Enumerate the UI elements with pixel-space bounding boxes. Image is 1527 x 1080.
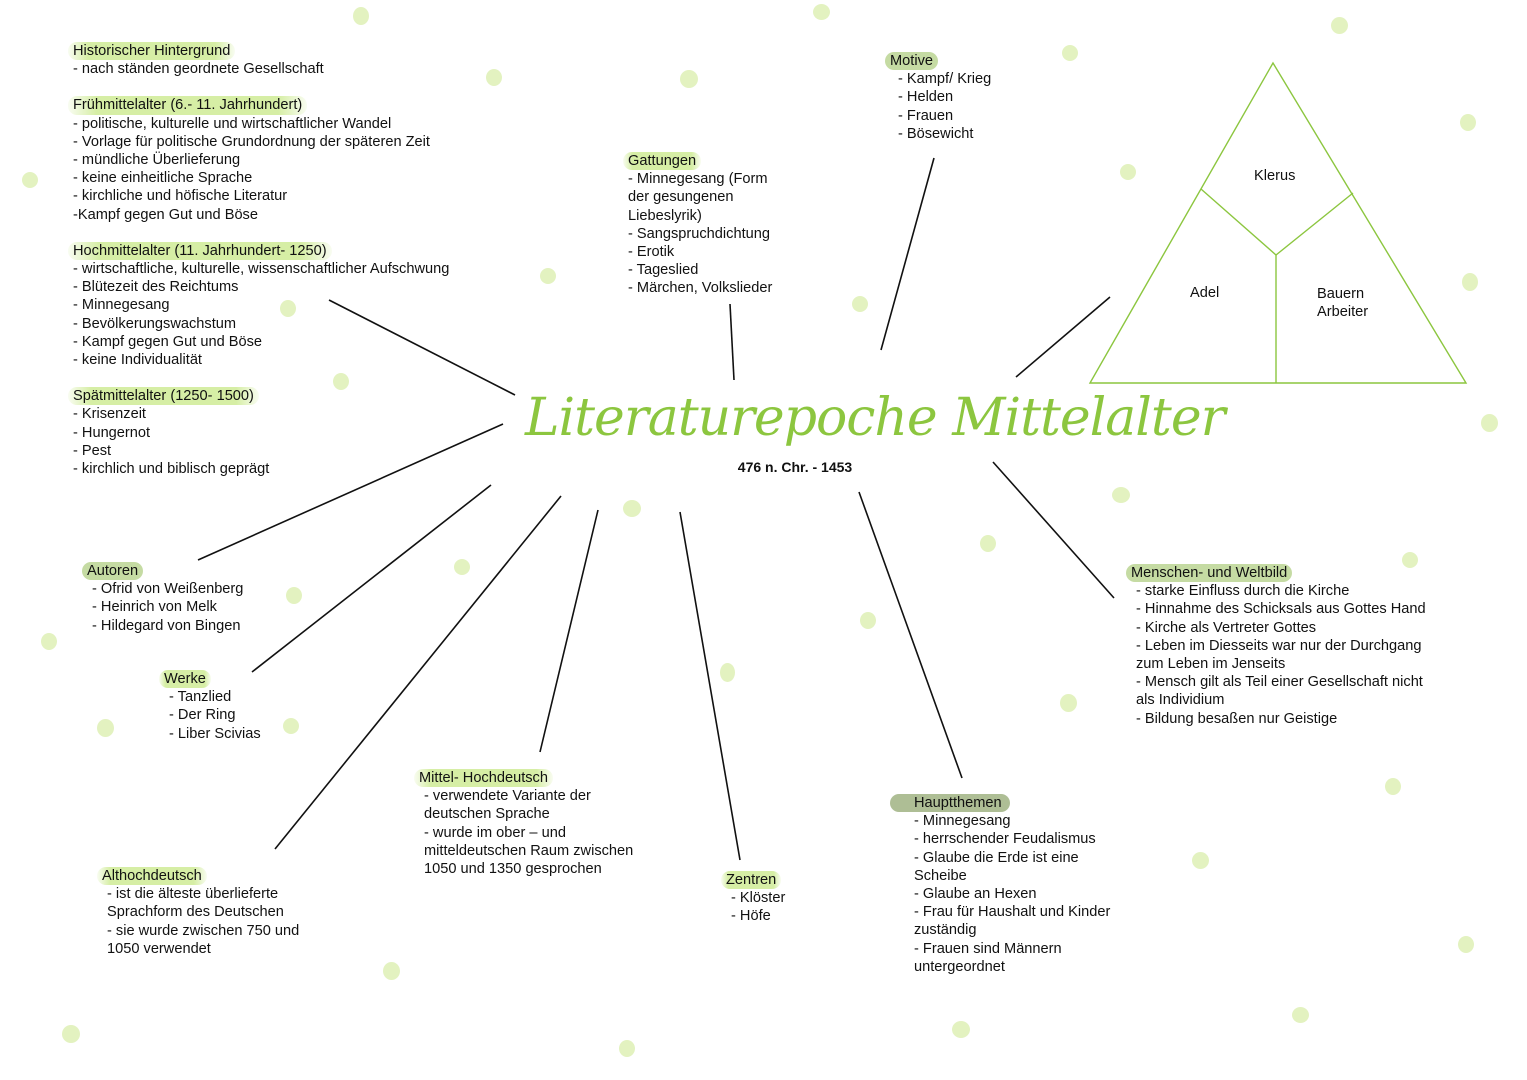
connector-zentren [680, 512, 740, 860]
list-item: - Frauen [898, 107, 954, 124]
list-item: - Glaube die Erde ist eine [914, 849, 1079, 866]
period-heading: Frühmittelalter (6.- 11. Jahrhundert) [68, 96, 307, 114]
list-item: -Kampf gegen Gut und Böse [73, 206, 258, 223]
list-item: - Erotik [628, 244, 675, 261]
page-title: Literaturepoche Mittelalter [525, 388, 1225, 448]
list-item: der gesungenen [628, 189, 734, 206]
list-item: 1050 und 1350 gesprochen [424, 861, 602, 878]
list-item: - starke Einfluss durch die Kirche [1136, 583, 1350, 600]
list-item: - Kampf/ Krieg [898, 71, 992, 88]
connector-werke [252, 485, 491, 672]
triangle-outline [1090, 63, 1466, 383]
list-item: - Kampf gegen Gut und Böse [73, 333, 263, 350]
historical-heading: Historischer Hintergrund [68, 42, 235, 60]
historical-block [68, 42, 449, 478]
list-item: - Hinnahme des Schicksals aus Gottes Hand [1136, 601, 1426, 618]
hauptthemen-block [890, 794, 1110, 976]
althochdeutsch-block [97, 867, 299, 958]
list-item: - Pest [73, 442, 112, 459]
society-bauern: Bauern [1317, 286, 1365, 302]
list-item: - herrschender Feudalismus [914, 831, 1096, 848]
list-item: - Leben im Diesseits war nur der Durchgang [1136, 637, 1422, 654]
connector-society [1016, 297, 1110, 377]
list-item: untergeordnet [914, 958, 1005, 975]
epoch-dates: 476 n. Chr. - 1453 [737, 459, 853, 475]
gattungen-heading: Gattungen [623, 152, 701, 170]
list-item: - ist die älteste überlieferte [107, 886, 279, 903]
list-item: - Krisenzeit [73, 406, 146, 423]
list-item: Sprachform des Deutschen [107, 904, 284, 921]
society-triangle [1090, 63, 1466, 383]
list-item: - Sangspruchdichtung [628, 225, 770, 242]
list-item: - Vorlage für politische Grundordnung der späteren Zeit [73, 133, 430, 150]
society-bauern-arbeiter [1317, 285, 1368, 321]
zentren-heading: Zentren [721, 871, 781, 889]
weltbild-heading: Menschen- und Weltbild [1126, 564, 1292, 582]
list-item: - Helden [898, 89, 954, 106]
list-item: - keine Individualität [73, 352, 202, 369]
list-item: Scheibe [914, 867, 967, 884]
list-item: - Minnegesang (Form [628, 171, 768, 188]
list-item: - Der Ring [169, 707, 236, 724]
list-item: - Liber Scivias [169, 725, 261, 742]
motive-block [885, 52, 991, 143]
list-item: zuständig [914, 922, 977, 939]
list-item: - Minnegesang [914, 813, 1011, 830]
motive-heading: Motive [885, 52, 938, 70]
list-item: - nach ständen geordnete Gesellschaft [73, 61, 324, 78]
period-heading: Hochmittelalter (11. Jahrhundert- 1250) [68, 242, 332, 260]
autoren-block [82, 562, 243, 635]
list-item: - Ofrid von Weißenberg [92, 581, 244, 598]
weltbild-block [1126, 564, 1426, 728]
list-item: - Mensch gilt als Teil einer Gesellschaft nicht [1136, 674, 1423, 691]
list-item: - Höfe [731, 908, 771, 925]
mittelhochdeutsch-heading: Mittel- Hochdeutsch [414, 769, 553, 787]
society-arbeiter: Arbeiter [1317, 304, 1369, 320]
list-item: - mündliche Überlieferung [73, 152, 241, 169]
list-item: - Bösewicht [898, 125, 974, 142]
list-item: - verwendete Variante der [424, 788, 591, 805]
gattungen-block [623, 152, 772, 298]
list-item: zum Leben im Jenseits [1136, 656, 1286, 673]
connector-mittelhochdeutsch [540, 510, 598, 752]
connector-weltbild [993, 462, 1114, 598]
autoren-heading: Autoren [82, 562, 143, 580]
list-item: - Glaube an Hexen [914, 886, 1037, 903]
list-item: - Bildung besaßen nur Geistige [1136, 710, 1338, 727]
list-item: - politische, kulturelle und wirtschaftlicher Wandel [73, 115, 392, 132]
list-item: - wurde im ober – und [424, 824, 566, 841]
mittelhochdeutsch-block [414, 769, 633, 878]
period-heading: Spätmittelalter (1250- 1500) [68, 387, 259, 405]
list-item: 1050 verwendet [107, 940, 211, 957]
list-item: - kirchlich und biblisch geprägt [73, 461, 270, 478]
list-item: mitteldeutschen Raum zwischen [424, 842, 634, 859]
zentren-block [721, 871, 785, 926]
list-item: - Tageslied [628, 262, 699, 279]
list-item: als Individium [1136, 692, 1225, 709]
althochdeutsch-heading: Althochdeutsch [97, 867, 207, 885]
triangle-divider-top [1201, 189, 1353, 255]
list-item: - keine einheitliche Sprache [73, 170, 253, 187]
list-item: Liebeslyrik) [628, 207, 702, 224]
list-item: - Klöster [731, 890, 786, 907]
list-item: deutschen Sprache [424, 806, 550, 823]
list-item: - Heinrich von Melk [92, 599, 217, 616]
list-item: - Hildegard von Bingen [92, 617, 241, 634]
list-item: - Frauen sind Männern [914, 940, 1062, 957]
list-item: - Kirche als Vertreter Gottes [1136, 619, 1317, 636]
list-item: - Frau für Haushalt und Kinder [914, 904, 1111, 921]
society-klerus: Klerus [1254, 168, 1296, 184]
list-item: - Märchen, Volkslieder [628, 280, 773, 297]
werke-heading: Werke [159, 670, 211, 688]
connector-gattungen [730, 304, 734, 380]
list-item: - Hungernot [73, 424, 151, 441]
list-item: - Minnegesang [73, 297, 170, 314]
hauptthemen-heading: Hauptthemen [890, 794, 1010, 812]
society-adel: Adel [1190, 285, 1220, 301]
list-item: - Bevölkerungswachstum [73, 315, 237, 332]
list-item: - kirchliche und höfische Literatur [73, 188, 288, 205]
list-item: - Tanzlied [169, 689, 232, 706]
list-item: - sie wurde zwischen 750 und [107, 922, 300, 939]
list-item: - Blütezeit des Reichtums [73, 279, 239, 296]
werke-block [159, 670, 261, 743]
connector-hauptthemen [859, 492, 962, 778]
list-item: - wirtschaftliche, kulturelle, wissenschaftlicher Aufschwung [73, 261, 450, 278]
connector-motive [881, 158, 934, 350]
